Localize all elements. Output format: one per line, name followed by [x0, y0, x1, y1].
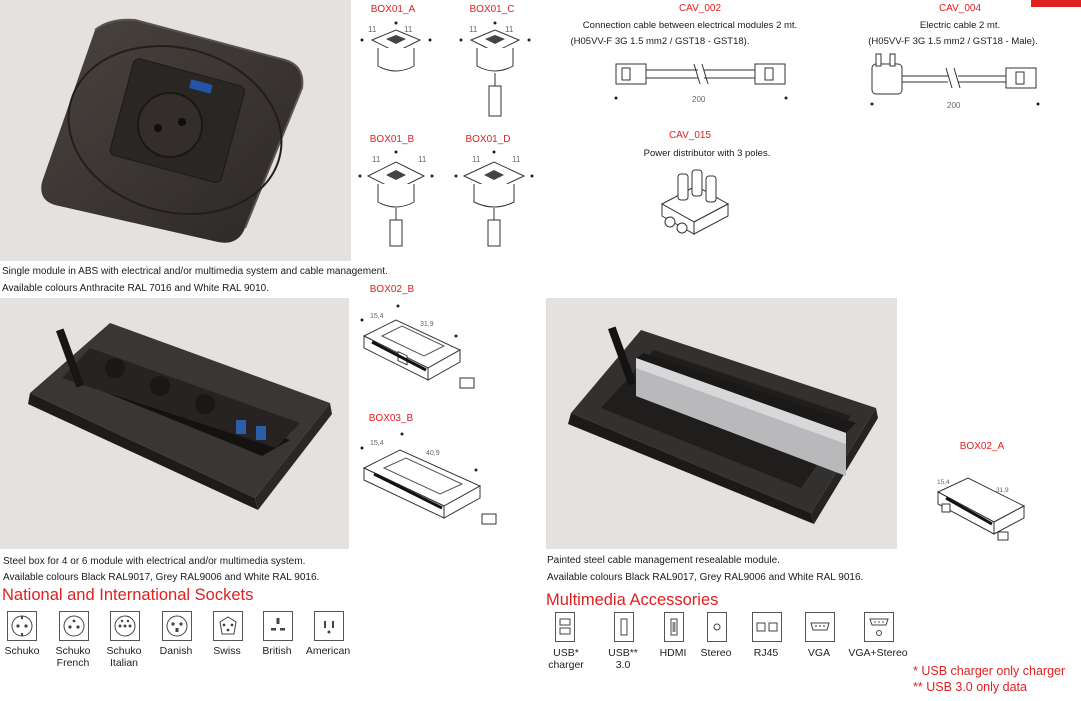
cav-015-line1: Power distributor with 3 poles.	[643, 148, 771, 159]
socket-label-schuko-italian: Schuko Italian	[106, 645, 142, 669]
rj45-icon	[752, 612, 782, 642]
cav-002-code: CAV_002	[678, 3, 722, 14]
steel-box-caption-2: Available colours Black RAL9017, Grey RAL9006 and White RAL 9016.	[3, 572, 320, 583]
box03-b-dim-1: 15,4	[370, 440, 384, 447]
painted-module-photo	[546, 298, 897, 549]
multimedia-title: Multimedia Accessories	[546, 591, 719, 609]
socket-label-swiss: Swiss	[213, 645, 241, 657]
socket-label-schuko: Schuko	[4, 645, 40, 657]
box01-c-drawing	[455, 18, 535, 128]
painted-module-caption-1: Painted steel cable management resealable module.	[547, 555, 780, 566]
multimedia-label-hdmi: HDMI	[659, 647, 687, 659]
multimedia-label-usb-charger: USB* charger	[548, 647, 584, 671]
cav-004-line2: (H05VV-F 3G 1.5 mm2 / GST18 - Male).	[868, 36, 1038, 47]
cav-002-line1: Connection cable between electrical modules 2 mt.	[582, 20, 798, 31]
box01-b-dim-right: 11	[418, 155, 427, 164]
swiss-socket-icon	[213, 611, 243, 641]
box01-b-dim-left: 11	[372, 155, 381, 164]
usb-charger-note: * USB charger only charger	[913, 664, 1066, 678]
sockets-title: National and International Sockets	[2, 586, 254, 604]
multimedia-label-vga: VGA	[807, 647, 831, 659]
box02-b-code: BOX02_B	[369, 284, 415, 295]
british-socket-icon	[263, 611, 293, 641]
box01-c-code: BOX01_C	[469, 4, 515, 15]
stereo-icon	[707, 612, 727, 642]
single-module-caption-2: Available colours Anthracite RAL 7016 and White RAL 9010.	[2, 283, 270, 294]
cav-004-line1: Electric cable 2 mt.	[919, 20, 1001, 31]
usb-charger-icon	[555, 612, 575, 642]
box02-a-dim-1: 15,4	[937, 479, 950, 486]
box02-b-dim-2: 31,9	[420, 321, 434, 328]
cav-004-dim: 200	[947, 101, 961, 110]
box01-c-dim-left: 11	[469, 25, 478, 34]
box01-d-dim-left: 11	[472, 155, 481, 164]
box01-d-drawing	[452, 148, 537, 253]
box01-d-dim-right: 11	[512, 155, 521, 164]
cav-015-code: CAV_015	[668, 130, 712, 141]
usb-3-icon	[614, 612, 634, 642]
multimedia-label-rj45: RJ45	[753, 647, 779, 659]
box01-a-dim-right: 11	[404, 25, 413, 34]
box02-a-dim-2: 31,9	[996, 487, 1009, 494]
usb-3-note: ** USB 3.0 only data	[913, 680, 1027, 694]
box01-a-dim-left: 11	[368, 25, 377, 34]
schuko-french-socket-icon	[59, 611, 89, 641]
box01-b-code: BOX01_B	[369, 134, 415, 145]
socket-label-british: British	[262, 645, 292, 657]
cav-004-code: CAV_004	[938, 3, 982, 14]
schuko-socket-icon	[7, 611, 37, 641]
box01-d-code: BOX01_D	[465, 134, 511, 145]
box01-c-dim-right: 11	[505, 25, 514, 34]
danish-socket-icon	[162, 611, 192, 641]
socket-label-schuko-french: Schuko French	[55, 645, 91, 669]
vga-icon	[805, 612, 835, 642]
cav-015-drawing	[648, 164, 738, 244]
multimedia-label-vga-stereo: VGA+Stereo	[848, 647, 908, 659]
steel-box-caption-1: Steel box for 4 or 6 module with electrical and/or multimedia system.	[3, 556, 306, 567]
top-red-tab	[1031, 0, 1081, 7]
box01-a-code: BOX01_A	[370, 4, 416, 15]
single-module-photo	[0, 0, 351, 261]
socket-label-american: American	[305, 645, 351, 657]
box03-b-code: BOX03_B	[368, 413, 414, 424]
socket-label-danish: Danish	[159, 645, 193, 657]
schuko-italian-socket-icon	[110, 611, 140, 641]
box03-b-dim-2: 40,9	[426, 450, 440, 457]
box02-b-dim-1: 15,4	[370, 313, 384, 320]
single-module-caption-1: Single module in ABS with electrical and/or multimedia system and cable management.	[2, 266, 388, 277]
multimedia-label-stereo: Stereo	[700, 647, 732, 659]
cav-002-dim: 200	[692, 95, 706, 104]
box02-a-code: BOX02_A	[959, 441, 1005, 452]
vga-stereo-icon	[864, 612, 894, 642]
painted-module-caption-2: Available colours Black RAL9017, Grey RAL9006 and White RAL 9016.	[547, 572, 864, 583]
american-socket-icon	[314, 611, 344, 641]
cav-002-line2: (H05VV-F 3G 1.5 mm2 / GST18 - GST18).	[570, 36, 750, 47]
multimedia-label-usb-3: USB** 3.0	[608, 647, 638, 671]
hdmi-icon	[664, 612, 684, 642]
steel-box-photo	[0, 298, 349, 549]
